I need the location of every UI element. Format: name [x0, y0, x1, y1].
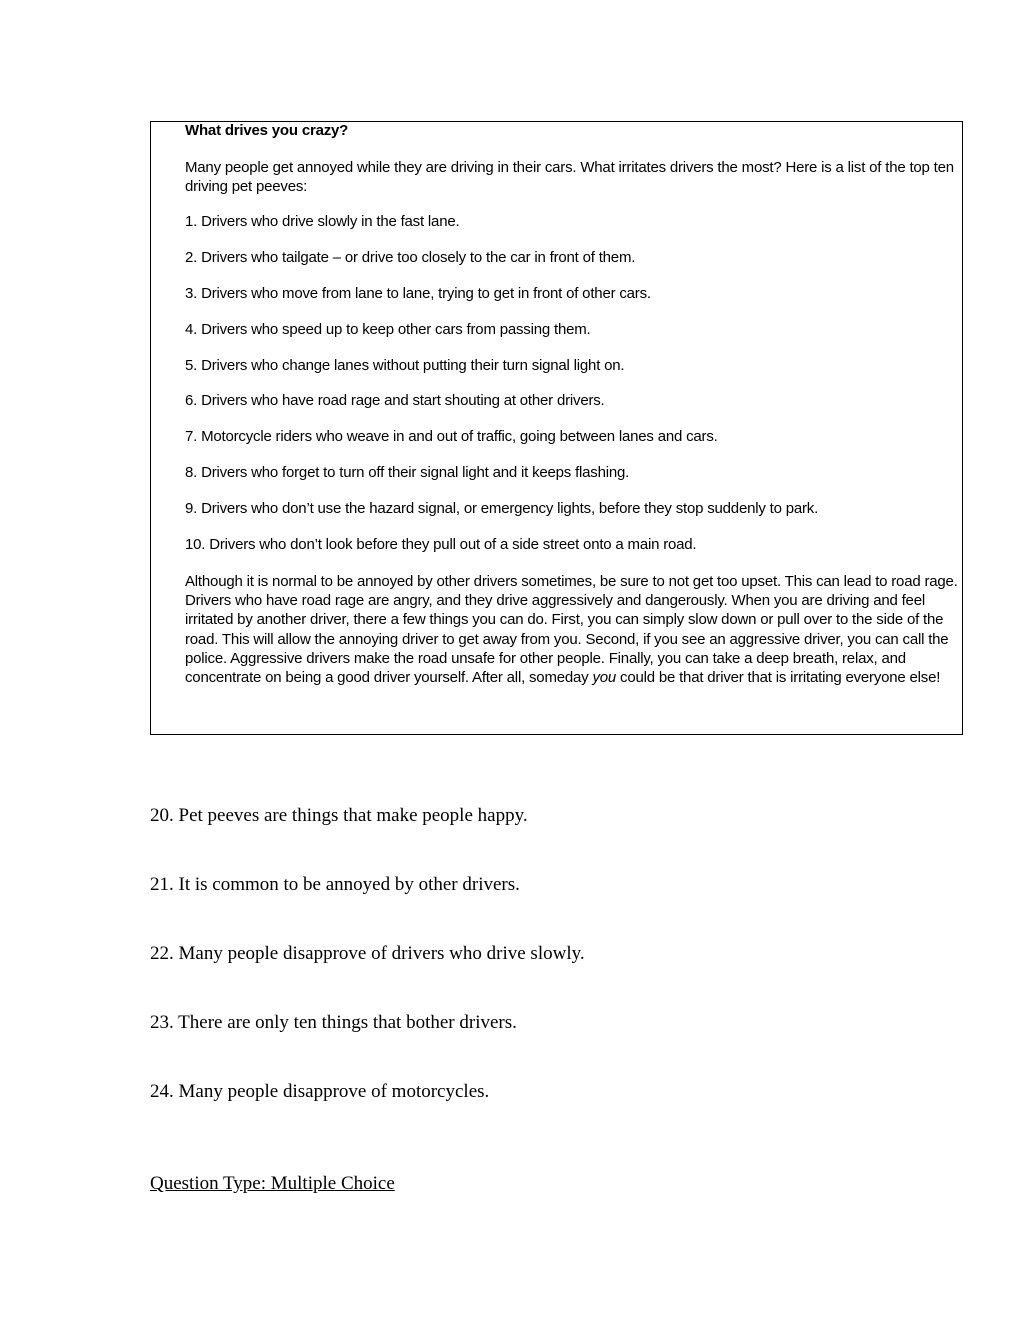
question-type-heading: Question Type: Multiple Choice	[150, 1173, 395, 1194]
list-item: 5. Drivers who change lanes without putting their turn signal light on.	[185, 357, 625, 374]
closing-text-end: could be that driver that is irritating everyone else!	[616, 669, 941, 687]
question-22: 22. Many people disapprove of drivers who drive slowly.	[150, 943, 585, 964]
list-item: 9. Drivers who don’t use the hazard signal, or emergency lights, before they stop suddenly to park.	[185, 500, 819, 517]
question-21: 21. It is common to be annoyed by other drivers.	[150, 874, 520, 895]
list-item: 3. Drivers who move from lane to lane, trying to get in front of other cars.	[185, 285, 651, 302]
list-item: 2. Drivers who tailgate – or drive too closely to the car in front of them.	[185, 249, 636, 266]
list-item: 1. Drivers who drive slowly in the fast lane.	[185, 213, 460, 230]
closing-text: Although it is normal to be annoyed by other drivers sometimes, be sure to not get too upset. This can lead to road rage. Drivers who have road rage are angry, and they drive aggressively and dangerously. When you are driving and feel irritated by another driver, there a few things you can do. First, you can simply slow down or pull over to the side of the road. This will allow the annoying driver to get away from you. Second, if you see an aggressive driver, you can call the police. Aggressive drivers make the road unsafe for other people. Finally, you can take a deep breath, relax, and concentrate on being a good driver yourself. After all, someday	[185, 573, 958, 687]
closing-emphasis: you	[592, 669, 617, 687]
passage-title: What drives you crazy?	[185, 122, 349, 139]
passage-intro: Many people get annoyed while they are driving in their cars. What irritates drivers the most? Here is a list of the top ten driving pet peeves:	[185, 159, 954, 195]
list-item: 10. Drivers who don’t look before they pull out of a side street onto a main road.	[185, 536, 697, 553]
question-24: 24. Many people disapprove of motorcycles.	[150, 1081, 490, 1102]
list-item: 4. Drivers who speed up to keep other cars from passing them.	[185, 321, 591, 338]
list-item: 8. Drivers who forget to turn off their signal light and it keeps flashing.	[185, 464, 630, 481]
list-item: 7. Motorcycle riders who weave in and out of traffic, going between lanes and cars.	[185, 428, 718, 445]
question-20: 20. Pet peeves are things that make people happy.	[150, 805, 528, 826]
question-23: 23. There are only ten things that bother drivers.	[150, 1012, 517, 1033]
closing-paragraph	[185, 572, 960, 687]
list-item: 6. Drivers who have road rage and start shouting at other drivers.	[185, 392, 605, 409]
